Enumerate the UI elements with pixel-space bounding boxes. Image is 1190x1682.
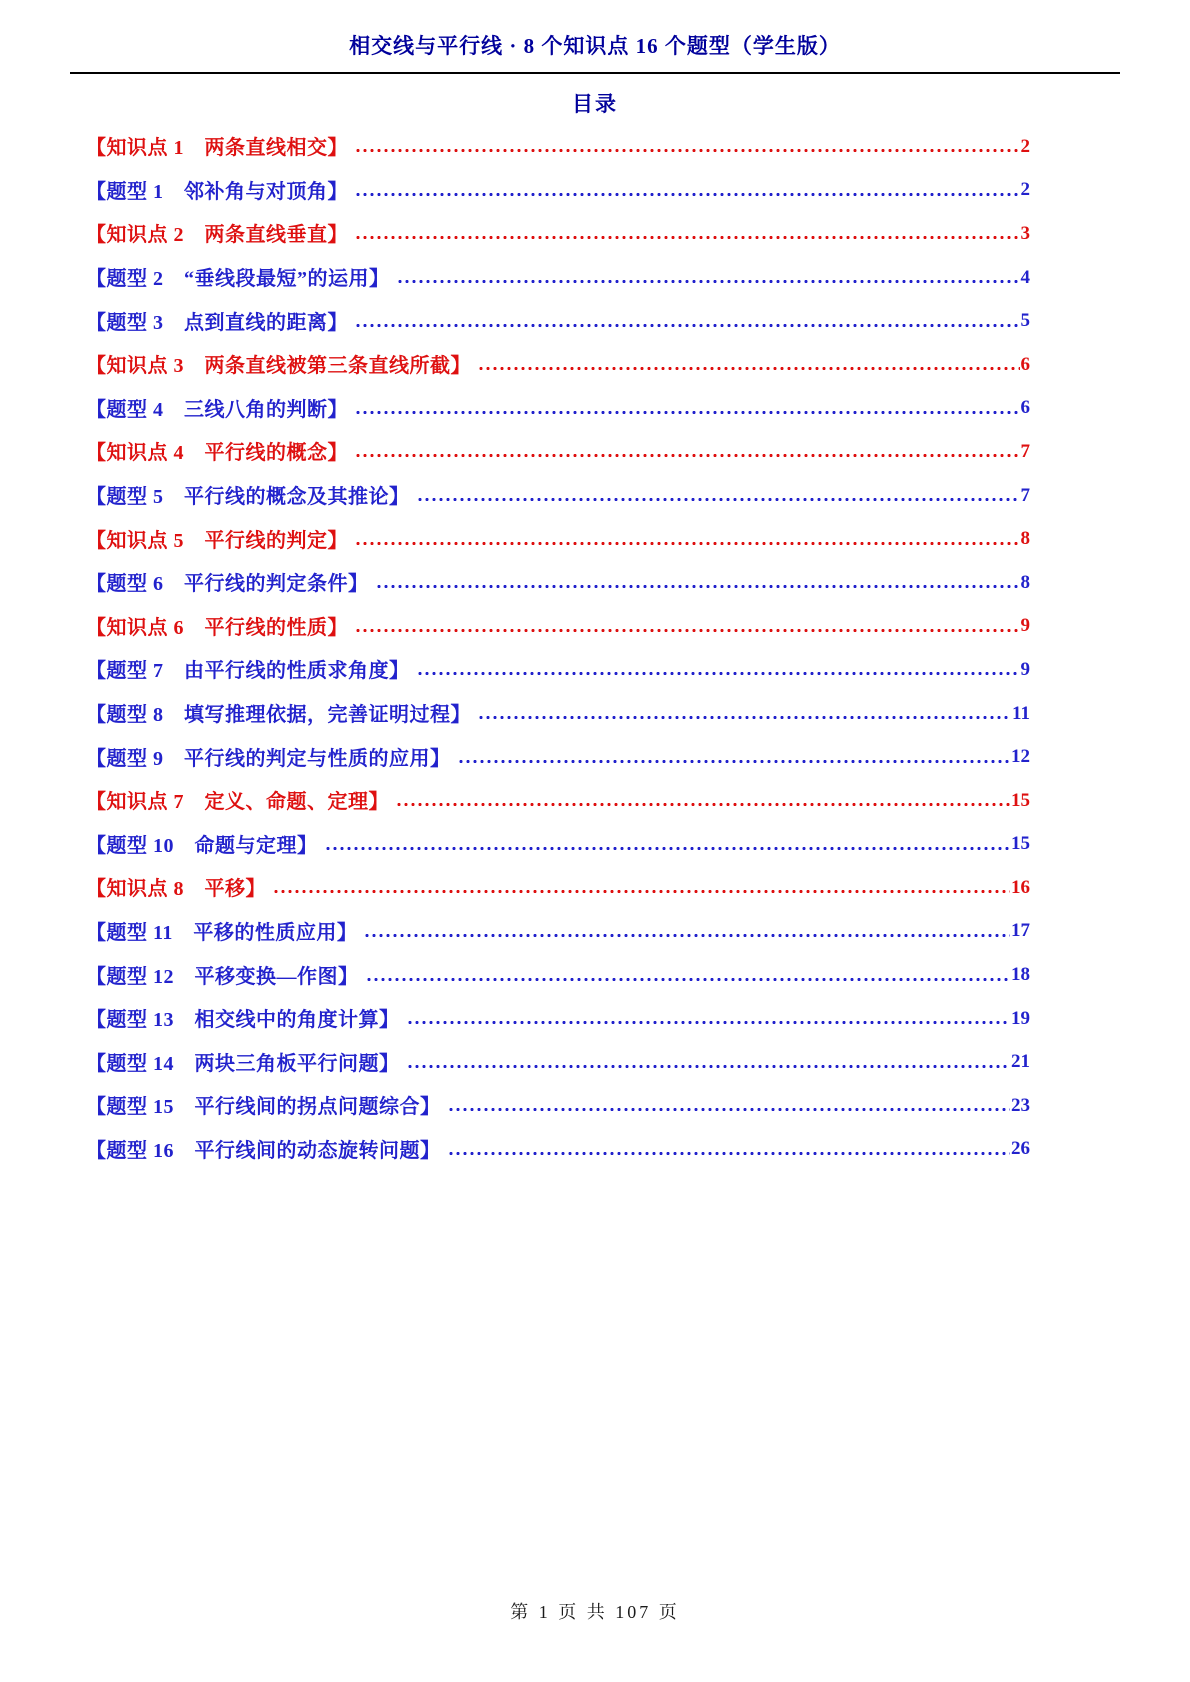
toc-entry-label: 【知识点 8 平移】 — [86, 878, 266, 901]
toc-entry-page-number: 18 — [1011, 964, 1030, 986]
toc-entry[interactable] — [86, 211, 1030, 255]
toc-entry-label: 【知识点 7 定义、命题、定理】 — [86, 791, 389, 814]
toc-entry-page-number: 12 — [1011, 746, 1030, 768]
toc-entry-page-number: 9 — [1020, 615, 1030, 637]
toc-entry-label: 【题型 10 命题与定理】 — [86, 834, 318, 857]
toc-entry-page-number: 6 — [1020, 353, 1030, 375]
toc-entry[interactable] — [86, 1039, 1030, 1083]
toc-entry-label: 【知识点 5 平行线的判定】 — [86, 529, 348, 552]
toc-list — [86, 124, 1030, 1170]
toc-entry-label: 【题型 15 平行线间的拐点问题综合】 — [86, 1096, 441, 1119]
toc-dotted-leader — [356, 541, 1020, 546]
toc-entry[interactable] — [86, 298, 1030, 342]
toc-entry-label: 【知识点 2 两条直线垂直】 — [86, 224, 348, 247]
toc-dotted-leader — [449, 1107, 1011, 1112]
toc-entry-page-number: 15 — [1011, 789, 1030, 811]
toc-dotted-leader — [326, 846, 1011, 851]
toc-entry[interactable] — [86, 604, 1030, 648]
toc-entry[interactable] — [86, 386, 1030, 430]
header-divider — [70, 72, 1120, 74]
toc-entry-label: 【题型 8 填写推理依据，完善证明过程】 — [86, 704, 471, 727]
toc-entry-label: 【题型 14 两块三角板平行问题】 — [86, 1052, 400, 1075]
toc-dotted-leader — [459, 759, 1011, 764]
toc-entry-label: 【知识点 3 两条直线被第三条直线所截】 — [86, 355, 471, 378]
toc-entry-page-number: 21 — [1011, 1051, 1030, 1073]
toc-dotted-leader — [274, 889, 1010, 894]
toc-entry[interactable] — [86, 473, 1030, 517]
toc-heading: 目录 — [572, 92, 618, 116]
toc-entry[interactable] — [86, 342, 1030, 386]
toc-entry[interactable] — [86, 1083, 1030, 1127]
toc-dotted-leader — [397, 802, 1010, 807]
toc-dotted-leader — [479, 715, 1011, 720]
toc-entry[interactable] — [86, 952, 1030, 996]
toc-entry[interactable] — [86, 1127, 1030, 1171]
toc-entry-page-number: 15 — [1011, 833, 1030, 855]
toc-entry-label: 【题型 3 点到直线的距离】 — [86, 311, 348, 334]
toc-entry-page-number: 11 — [1012, 702, 1030, 724]
toc-entry[interactable] — [86, 734, 1030, 778]
toc-entry-page-number: 2 — [1020, 135, 1030, 157]
toc-entry[interactable] — [86, 168, 1030, 212]
toc-entry[interactable] — [86, 996, 1030, 1040]
toc-dotted-leader — [356, 323, 1020, 328]
toc-dotted-leader — [408, 1020, 1011, 1025]
toc-entry[interactable] — [86, 429, 1030, 473]
toc-dotted-leader — [418, 671, 1020, 676]
toc-entry-page-number: 23 — [1011, 1094, 1030, 1116]
toc-entry-label: 【知识点 6 平行线的性质】 — [86, 616, 348, 639]
toc-dotted-leader — [356, 628, 1020, 633]
toc-entry-page-number: 7 — [1020, 440, 1030, 462]
toc-dotted-leader — [356, 410, 1020, 415]
toc-entry-label: 【题型 1 邻补角与对顶角】 — [86, 180, 348, 203]
toc-entry-page-number: 8 — [1020, 571, 1030, 593]
toc-entry-label: 【题型 13 相交线中的角度计算】 — [86, 1009, 400, 1032]
toc-entry-page-number: 16 — [1011, 876, 1030, 898]
toc-entry-label: 【题型 6 平行线的判定条件】 — [86, 573, 369, 596]
toc-dotted-leader — [418, 497, 1020, 502]
toc-entry-label: 【题型 12 平移变换—作图】 — [86, 965, 359, 988]
toc-entry-label: 【题型 7 由平行线的性质求角度】 — [86, 660, 410, 683]
toc-dotted-leader — [408, 1064, 1011, 1069]
toc-entry-label: 【题型 2 “垂线段最短”的运用】 — [86, 268, 390, 291]
toc-entry-page-number: 8 — [1020, 528, 1030, 550]
toc-entry[interactable] — [86, 691, 1030, 735]
toc-dotted-leader — [356, 235, 1020, 240]
toc-entry-label: 【题型 16 平行线间的动态旋转问题】 — [86, 1139, 441, 1162]
toc-entry-page-number: 2 — [1020, 179, 1030, 201]
toc-entry[interactable] — [86, 124, 1030, 168]
toc-entry-label: 【知识点 1 两条直线相交】 — [86, 137, 348, 160]
toc-dotted-leader — [449, 1151, 1011, 1156]
document-title: 相交线与平行线 · 8 个知识点 16 个题型（学生版） — [349, 34, 841, 58]
toc-entry[interactable] — [86, 255, 1030, 299]
toc-entry-page-number: 3 — [1020, 222, 1030, 244]
footer-page-info: 第 1 页 共 107 页 — [510, 1602, 680, 1622]
toc-entry-page-number: 7 — [1020, 484, 1030, 506]
toc-entry-label: 【题型 5 平行线的概念及其推论】 — [86, 486, 410, 509]
toc-entry[interactable] — [86, 560, 1030, 604]
toc-entry-page-number: 4 — [1020, 266, 1030, 288]
toc-entry-page-number: 17 — [1011, 920, 1030, 942]
toc-dotted-leader — [365, 933, 1010, 938]
toc-dotted-leader — [356, 192, 1020, 197]
toc-entry-page-number: 6 — [1020, 397, 1030, 419]
toc-dotted-leader — [377, 584, 1020, 589]
toc-entry[interactable] — [86, 516, 1030, 560]
toc-entry-label: 【题型 11 平移的性质应用】 — [86, 921, 358, 944]
toc-dotted-leader — [356, 148, 1020, 153]
toc-entry-page-number: 5 — [1020, 310, 1030, 332]
toc-entry[interactable] — [86, 909, 1030, 953]
toc-entry[interactable] — [86, 647, 1030, 691]
toc-entry-label: 【题型 9 平行线的判定与性质的应用】 — [86, 747, 451, 770]
toc-entry-page-number: 9 — [1020, 658, 1030, 680]
toc-dotted-leader — [398, 279, 1020, 284]
toc-dotted-leader — [367, 977, 1011, 982]
toc-entry-page-number: 26 — [1011, 1138, 1030, 1160]
toc-entry[interactable] — [86, 822, 1030, 866]
toc-dotted-leader — [479, 366, 1020, 371]
toc-entry[interactable] — [86, 778, 1030, 822]
toc-entry[interactable] — [86, 865, 1030, 909]
toc-dotted-leader — [356, 453, 1020, 458]
toc-entry-label: 【知识点 4 平行线的概念】 — [86, 442, 348, 465]
toc-entry-page-number: 19 — [1011, 1007, 1030, 1029]
toc-entry-label: 【题型 4 三线八角的判断】 — [86, 398, 348, 421]
